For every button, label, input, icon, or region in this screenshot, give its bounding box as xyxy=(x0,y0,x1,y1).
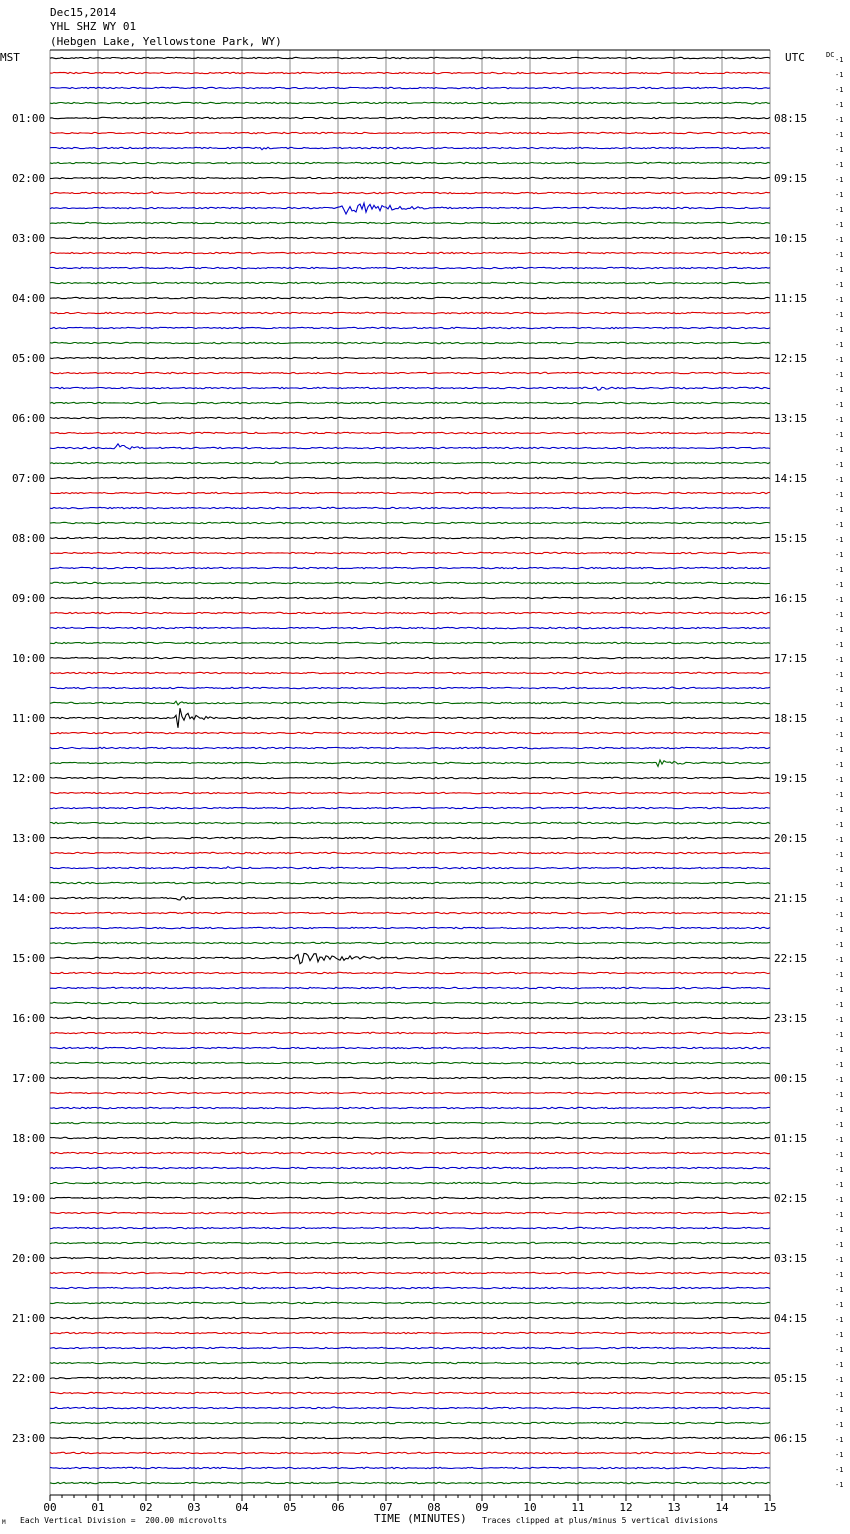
utc-hour-label: 05:15 xyxy=(774,1372,808,1385)
offset-label: -1 xyxy=(835,476,844,484)
mst-hour-label: 15:00 xyxy=(12,952,46,965)
trace-row xyxy=(50,582,770,583)
trace-row xyxy=(50,1452,770,1453)
mst-hour-label: 18:00 xyxy=(12,1132,46,1145)
utc-hour-label: 21:15 xyxy=(774,892,808,905)
offset-label: -1 xyxy=(835,626,844,634)
trace-row xyxy=(50,1092,770,1093)
dc-label: DC xyxy=(826,51,835,59)
x-tick-label: 11 xyxy=(571,1501,585,1514)
offset-label: -1 xyxy=(835,746,844,754)
trace-row xyxy=(50,372,770,373)
trace-row xyxy=(50,507,770,508)
trace-row xyxy=(50,357,770,358)
trace-row xyxy=(50,462,770,464)
offset-label: -1 xyxy=(835,1331,844,1339)
trace-row xyxy=(50,882,770,883)
trace-row xyxy=(50,297,770,298)
offset-label: -1 xyxy=(835,806,844,814)
clip-note: Traces clipped at plus/minus 5 vertical divisions xyxy=(482,1516,719,1525)
trace-row xyxy=(50,1242,770,1243)
offset-label: -1 xyxy=(835,956,844,964)
utc-hour-label: 17:15 xyxy=(774,652,808,665)
trace-row xyxy=(50,1122,770,1123)
offset-label: -1 xyxy=(835,896,844,904)
utc-hour-label: 15:15 xyxy=(774,532,808,545)
mst-hour-label: 22:00 xyxy=(12,1372,46,1385)
offset-label: -1 xyxy=(835,1361,844,1369)
mst-hour-label: 12:00 xyxy=(12,772,46,785)
offset-label: -1 xyxy=(835,1271,844,1279)
utc-hour-label: 06:15 xyxy=(774,1432,808,1445)
trace-row xyxy=(50,252,770,253)
offset-label: -1 xyxy=(835,1016,844,1024)
offset-label: -1 xyxy=(835,1406,844,1414)
offset-label: -1 xyxy=(835,296,844,304)
offset-label: -1 xyxy=(835,446,844,454)
offset-label: -1 xyxy=(835,1436,844,1444)
offset-label: -1 xyxy=(835,506,844,514)
trace-row xyxy=(50,1137,770,1138)
offset-label: -1 xyxy=(835,1481,844,1489)
offset-label: -1 xyxy=(835,401,844,409)
offset-label: -1 xyxy=(835,1076,844,1084)
utc-hour-label: 23:15 xyxy=(774,1012,808,1025)
offset-label: -1 xyxy=(835,1376,844,1384)
utc-hour-label: 01:15 xyxy=(774,1132,808,1145)
offset-label: -1 xyxy=(835,326,844,334)
utc-hour-label: 11:15 xyxy=(774,292,808,305)
location-label: (Hebgen Lake, Yellowstone Park, WY) xyxy=(50,35,282,48)
trace-row xyxy=(50,192,770,194)
trace-row xyxy=(50,1002,770,1003)
x-tick-label: 06 xyxy=(331,1501,345,1514)
offset-label: -1 xyxy=(835,1181,844,1189)
utc-hour-label: 14:15 xyxy=(774,472,808,485)
trace-row xyxy=(50,117,770,118)
trace-row xyxy=(50,1077,770,1078)
offset-label: -1 xyxy=(835,791,844,799)
trace-row xyxy=(50,72,770,73)
trace-row xyxy=(50,747,770,749)
trace-row xyxy=(50,1197,770,1198)
trace-row xyxy=(50,852,770,853)
trace-row xyxy=(50,867,770,869)
x-tick-label: 03 xyxy=(187,1501,201,1514)
mst-hour-label: 13:00 xyxy=(12,832,46,845)
x-tick-label: 01 xyxy=(91,1501,105,1514)
offset-label: -1 xyxy=(835,596,844,604)
offset-label: -1 xyxy=(835,101,844,109)
offset-label: -1 xyxy=(835,686,844,694)
offset-label: -1 xyxy=(835,566,844,574)
offset-label: -1 xyxy=(835,881,844,889)
offset-label: -1 xyxy=(835,176,844,184)
offset-label: -1 xyxy=(835,911,844,919)
trace-row xyxy=(50,387,770,390)
trace-row xyxy=(50,1062,770,1063)
offset-label: -1 xyxy=(835,1256,844,1264)
offset-label: -1 xyxy=(835,491,844,499)
offset-label: -1 xyxy=(835,1166,844,1174)
offset-label: -1 xyxy=(835,656,844,664)
trace-row xyxy=(50,327,770,328)
trace-row xyxy=(50,237,770,238)
utc-hour-label: 03:15 xyxy=(774,1252,808,1265)
trace-row xyxy=(50,1227,770,1228)
trace-row xyxy=(50,567,770,568)
offset-label: -1 xyxy=(835,236,844,244)
trace-row xyxy=(50,972,770,973)
offset-label: -1 xyxy=(835,1091,844,1099)
offset-label: -1 xyxy=(835,776,844,784)
offset-label: -1 xyxy=(835,86,844,94)
utc-hour-label: 00:15 xyxy=(774,1072,808,1085)
utc-axis-title: UTC xyxy=(785,51,805,64)
trace-row xyxy=(50,417,770,418)
trace-row xyxy=(50,777,770,778)
trace-row xyxy=(50,267,770,268)
offset-label: -1 xyxy=(835,206,844,214)
utc-hour-label: 02:15 xyxy=(774,1192,808,1205)
trace-row xyxy=(50,1362,770,1364)
utc-hour-label: 20:15 xyxy=(774,832,808,845)
mst-hour-label: 20:00 xyxy=(12,1252,46,1265)
offset-label: -1 xyxy=(835,1196,844,1204)
offset-label: -1 xyxy=(835,941,844,949)
trace-row xyxy=(50,642,770,643)
offset-label: -1 xyxy=(835,551,844,559)
offset-label: -1 xyxy=(835,56,844,64)
offset-label: -1 xyxy=(835,1211,844,1219)
trace-row xyxy=(50,57,770,58)
trace-row xyxy=(50,701,770,705)
trace-row xyxy=(50,1407,770,1409)
utc-hour-label: 22:15 xyxy=(774,952,808,965)
offset-label: -1 xyxy=(835,1136,844,1144)
mst-hour-label: 03:00 xyxy=(12,232,46,245)
seismic-traces xyxy=(50,57,770,1483)
trace-row xyxy=(50,1017,770,1018)
offset-label: -1 xyxy=(835,191,844,199)
trace-row xyxy=(50,1107,770,1108)
utc-hour-label: 16:15 xyxy=(774,592,808,605)
mst-hour-label: 21:00 xyxy=(12,1312,46,1325)
offset-label: -1 xyxy=(835,1451,844,1459)
trace-row xyxy=(50,1347,770,1348)
offset-label: -1 xyxy=(835,1421,844,1429)
trace-row xyxy=(50,672,770,673)
mst-hour-label: 06:00 xyxy=(12,412,46,425)
mst-hour-label: 04:00 xyxy=(12,292,46,305)
trace-row xyxy=(50,432,770,433)
x-tick-label: 09 xyxy=(475,1501,489,1514)
x-tick-label: 13 xyxy=(667,1501,681,1514)
trace-offset-labels xyxy=(835,56,843,1489)
offset-label: -1 xyxy=(835,1241,844,1249)
trace-row xyxy=(50,807,770,808)
offset-label: -1 xyxy=(835,641,844,649)
trace-row xyxy=(50,1437,770,1438)
offset-label: -1 xyxy=(835,731,844,739)
trace-row xyxy=(50,1392,770,1393)
utc-hour-label: 18:15 xyxy=(774,712,808,725)
trace-row xyxy=(50,1287,770,1288)
offset-label: -1 xyxy=(835,671,844,679)
offset-label: -1 xyxy=(835,986,844,994)
trace-row xyxy=(50,708,770,728)
trace-row xyxy=(50,1047,770,1048)
trace-row xyxy=(50,927,770,928)
trace-row xyxy=(50,477,770,478)
mst-hour-label: 09:00 xyxy=(12,592,46,605)
mst-hour-label: 01:00 xyxy=(12,112,46,125)
utc-hour-label: 13:15 xyxy=(774,412,808,425)
trace-row xyxy=(50,942,770,943)
offset-label: -1 xyxy=(835,311,844,319)
offset-label: -1 xyxy=(835,251,844,259)
utc-hour-label: 12:15 xyxy=(774,352,808,365)
trace-row xyxy=(50,1377,770,1378)
trace-row xyxy=(50,222,770,223)
offset-label: -1 xyxy=(835,1106,844,1114)
x-tick-label: 07 xyxy=(379,1501,393,1514)
utc-hour-label: 10:15 xyxy=(774,232,808,245)
date-label: Dec15,2014 xyxy=(50,6,117,19)
offset-label: -1 xyxy=(835,356,844,364)
trace-row xyxy=(50,522,770,523)
x-tick-label: 14 xyxy=(715,1501,729,1514)
station-label: YHL SHZ WY 01 xyxy=(50,20,137,33)
trace-row xyxy=(50,1422,770,1423)
offset-label: -1 xyxy=(835,821,844,829)
x-tick-label: 10 xyxy=(523,1501,537,1514)
offset-label: -1 xyxy=(835,431,844,439)
mst-hour-label: 19:00 xyxy=(12,1192,46,1205)
offset-label: -1 xyxy=(835,716,844,724)
footer xyxy=(2,1512,718,1526)
x-tick-label: 08 xyxy=(427,1501,441,1514)
mst-hour-label: 07:00 xyxy=(12,472,46,485)
trace-row xyxy=(50,1152,770,1154)
offset-label: -1 xyxy=(835,1301,844,1309)
mst-hour-label: 16:00 xyxy=(12,1012,46,1025)
trace-row xyxy=(50,1467,770,1468)
offset-label: -1 xyxy=(835,836,844,844)
offset-label: -1 xyxy=(835,341,844,349)
trace-row xyxy=(50,1212,770,1213)
offset-label: -1 xyxy=(835,131,844,139)
x-tick-label: 05 xyxy=(283,1501,297,1514)
offset-label: -1 xyxy=(835,1226,844,1234)
corner-mark: M xyxy=(2,1519,6,1526)
trace-row xyxy=(50,627,770,628)
offset-label: -1 xyxy=(835,221,844,229)
trace-row xyxy=(50,1302,770,1303)
trace-row xyxy=(50,147,770,150)
trace-row xyxy=(50,897,770,900)
offset-label: -1 xyxy=(835,536,844,544)
trace-row xyxy=(50,837,770,839)
scale-note: Each Vertical Division = 200.00 microvolts xyxy=(20,1516,228,1525)
x-axis-title: TIME (MINUTES) xyxy=(374,1512,467,1525)
trace-row xyxy=(50,312,770,313)
trace-row xyxy=(50,912,770,913)
offset-label: -1 xyxy=(835,1061,844,1069)
offset-label: -1 xyxy=(835,1121,844,1129)
trace-row xyxy=(50,1257,770,1258)
trace-row xyxy=(50,597,770,598)
trace-row xyxy=(50,87,770,88)
offset-label: -1 xyxy=(835,71,844,79)
mst-hour-label: 14:00 xyxy=(12,892,46,905)
x-tick-label: 12 xyxy=(619,1501,633,1514)
trace-row xyxy=(50,402,770,403)
trace-row xyxy=(50,1482,770,1483)
mst-hour-label: 23:00 xyxy=(12,1432,46,1445)
offset-label: -1 xyxy=(835,281,844,289)
x-tick-label: 15 xyxy=(763,1501,777,1514)
trace-row xyxy=(50,342,770,343)
trace-row xyxy=(50,552,770,553)
mst-hour-label: 02:00 xyxy=(12,172,46,185)
minute-gridlines xyxy=(50,50,770,1495)
trace-row xyxy=(50,687,770,689)
offset-label: -1 xyxy=(835,1391,844,1399)
x-tick-label: 04 xyxy=(235,1501,249,1514)
offset-label: -1 xyxy=(835,461,844,469)
trace-row xyxy=(50,177,770,178)
trace-row xyxy=(50,203,770,214)
offset-label: -1 xyxy=(835,1316,844,1324)
trace-row xyxy=(50,792,770,793)
offset-label: -1 xyxy=(835,146,844,154)
trace-row xyxy=(50,612,770,613)
offset-label: -1 xyxy=(835,971,844,979)
trace-row xyxy=(50,822,770,823)
mst-hour-label: 11:00 xyxy=(12,712,46,725)
trace-row xyxy=(50,1032,770,1033)
utc-hour-label: 08:15 xyxy=(774,112,808,125)
offset-label: -1 xyxy=(835,1346,844,1354)
trace-row xyxy=(50,132,770,133)
x-tick-label: 02 xyxy=(139,1501,153,1514)
offset-label: -1 xyxy=(835,386,844,394)
offset-label: -1 xyxy=(835,116,844,124)
offset-label: -1 xyxy=(835,266,844,274)
mst-axis-title: MST xyxy=(0,51,20,64)
offset-label: -1 xyxy=(835,161,844,169)
offset-label: -1 xyxy=(835,581,844,589)
offset-label: -1 xyxy=(835,1046,844,1054)
trace-row xyxy=(50,1182,770,1183)
mst-hour-label: 17:00 xyxy=(12,1072,46,1085)
offset-label: -1 xyxy=(835,1286,844,1294)
offset-label: -1 xyxy=(835,1151,844,1159)
mst-hour-label: 08:00 xyxy=(12,532,46,545)
trace-row xyxy=(50,1317,770,1318)
mst-hour-label: 05:00 xyxy=(12,352,46,365)
trace-row xyxy=(50,987,770,988)
offset-label: -1 xyxy=(835,851,844,859)
offset-label: -1 xyxy=(835,1031,844,1039)
mst-hour-label: 10:00 xyxy=(12,652,46,665)
trace-row xyxy=(50,444,770,449)
trace-row xyxy=(50,732,770,733)
header xyxy=(50,6,282,48)
offset-label: -1 xyxy=(835,926,844,934)
offset-label: -1 xyxy=(835,701,844,709)
trace-row xyxy=(50,537,770,538)
offset-label: -1 xyxy=(835,1001,844,1009)
trace-row xyxy=(50,162,770,163)
trace-row xyxy=(50,282,770,283)
trace-row xyxy=(50,657,770,658)
utc-hour-label: 04:15 xyxy=(774,1312,808,1325)
offset-label: -1 xyxy=(835,416,844,424)
offset-label: -1 xyxy=(835,611,844,619)
x-tick-label: 00 xyxy=(43,1501,57,1514)
offset-label: -1 xyxy=(835,521,844,529)
utc-hour-label: 09:15 xyxy=(774,172,808,185)
trace-row xyxy=(50,102,770,104)
offset-label: -1 xyxy=(835,371,844,379)
trace-row xyxy=(50,1332,770,1333)
offset-label: -1 xyxy=(835,866,844,874)
trace-row xyxy=(50,492,770,493)
utc-hour-label: 19:15 xyxy=(774,772,808,785)
trace-row xyxy=(50,954,770,964)
trace-row xyxy=(50,760,770,766)
offset-label: -1 xyxy=(835,1466,844,1474)
offset-label: -1 xyxy=(835,761,844,769)
trace-row xyxy=(50,1167,770,1168)
trace-row xyxy=(50,1272,770,1273)
